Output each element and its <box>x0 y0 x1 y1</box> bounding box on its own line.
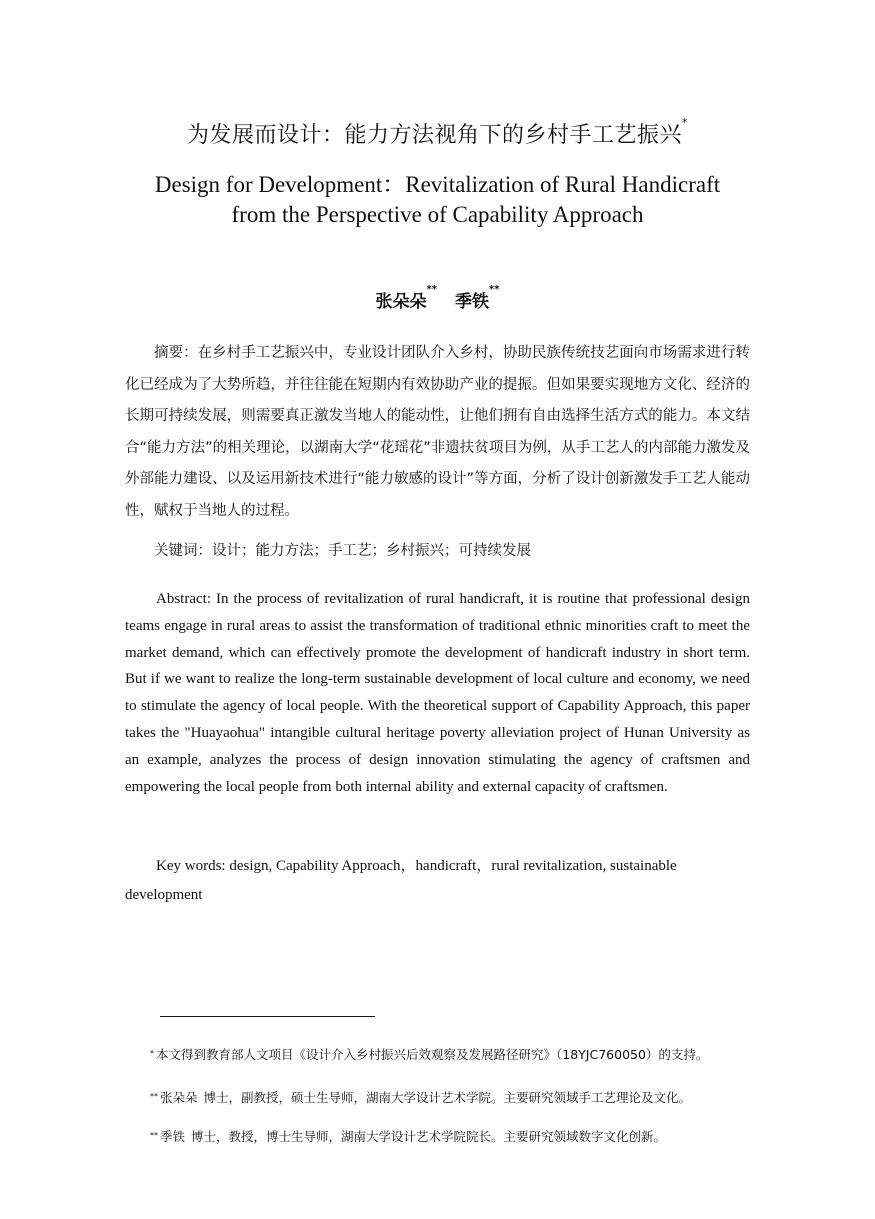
footnote-marker: * <box>150 1049 154 1058</box>
footnote-author-name: 季铁 <box>160 1129 186 1144</box>
title-chinese <box>0 118 875 149</box>
author-name: 季铁 <box>455 292 489 312</box>
title-chinese-text: 为发展而设计：能力方法视角下的乡村手工艺振兴 <box>186 123 682 148</box>
footnote-author-2 <box>150 1128 800 1146</box>
footnote-author-1 <box>150 1089 800 1107</box>
footnote-text: 本文得到教育部人文项目《设计介入乡村振兴后效观察及发展路径研究》（18YJC760050）的支持。 <box>156 1047 709 1062</box>
author-footnote-marker[interactable]: ** <box>426 284 437 295</box>
footnote-text: 博士，教授，博士生导师，湖南大学设计艺术学院院长。主要研究领域数字文化创新。 <box>191 1129 667 1144</box>
footnote-marker: ** <box>150 1131 158 1140</box>
footnote-divider <box>160 1016 375 1017</box>
keywords-chinese: 关键词：设计；能力方法；手工艺；乡村振兴；可持续发展 <box>154 543 531 559</box>
footnote-text: 博士，副教授，硕士生导师，湖南大学设计艺术学院。主要研究领域手工艺理论及文化。 <box>203 1090 692 1105</box>
title-english <box>0 170 875 230</box>
footnote-marker: ** <box>150 1092 158 1101</box>
abstract-english: Abstract: In the process of revitalization of rural handicraft, it is routine that professional design teams engage in rural areas to assist the transformation of traditional ethnic minorities craft to meet the market demand, which can effectively promote the development of handicraft industry in short term. But if we want to realize the long-term sustainable development of local culture and economy, we need to stimulate the agency of local people. With the theoretical support of Capability Approach, this paper takes the "Huayaohua" intangible cultural heritage poverty alleviation project of Hunan University as an example, analyzes the process of design innovation stimulating the agency of craftsmen and empowering the local people from both internal ability and external capacity of craftsmen. <box>125 591 750 795</box>
keywords-english: Key words: design, Capability Approach，handicraft，rural revitalization, sustainable development <box>125 858 677 903</box>
author-name: 张朵朵 <box>375 292 427 312</box>
footnote-author-name: 张朵朵 <box>160 1090 198 1105</box>
author-list <box>0 284 875 312</box>
title-english-line1: Design for Development：Revitalization of Rural Handicraft <box>154 172 721 197</box>
abstract-chinese: 摘要：在乡村手工艺振兴中，专业设计团队介入乡村，协助民族传统技艺面向市场需求进行转化已经成为了大势所趋，并往往能在短期内有效协助产业的提振。但如果要实现地方文化、经济的长期可持续发展，则需要真正激发当地人的能动性，让他们拥有自由选择生活方式的能力。本文结合“能力方法”的相关理论，以湖南大学“花瑶花”非遗扶贫项目为例，从手工艺人的内部能力激发及外部能力建设、以及运用新技术进行“能力敏感的设计”等方面，分析了设计创新激发手工艺人能动性，赋权于当地人的过程。 <box>125 345 750 519</box>
footnote-funding <box>150 1046 800 1064</box>
author-footnote-marker[interactable]: ** <box>489 284 500 295</box>
title-footnote-marker[interactable]: * <box>682 116 688 129</box>
title-english-line2: from the Perspective of Capability Approach <box>231 202 644 227</box>
